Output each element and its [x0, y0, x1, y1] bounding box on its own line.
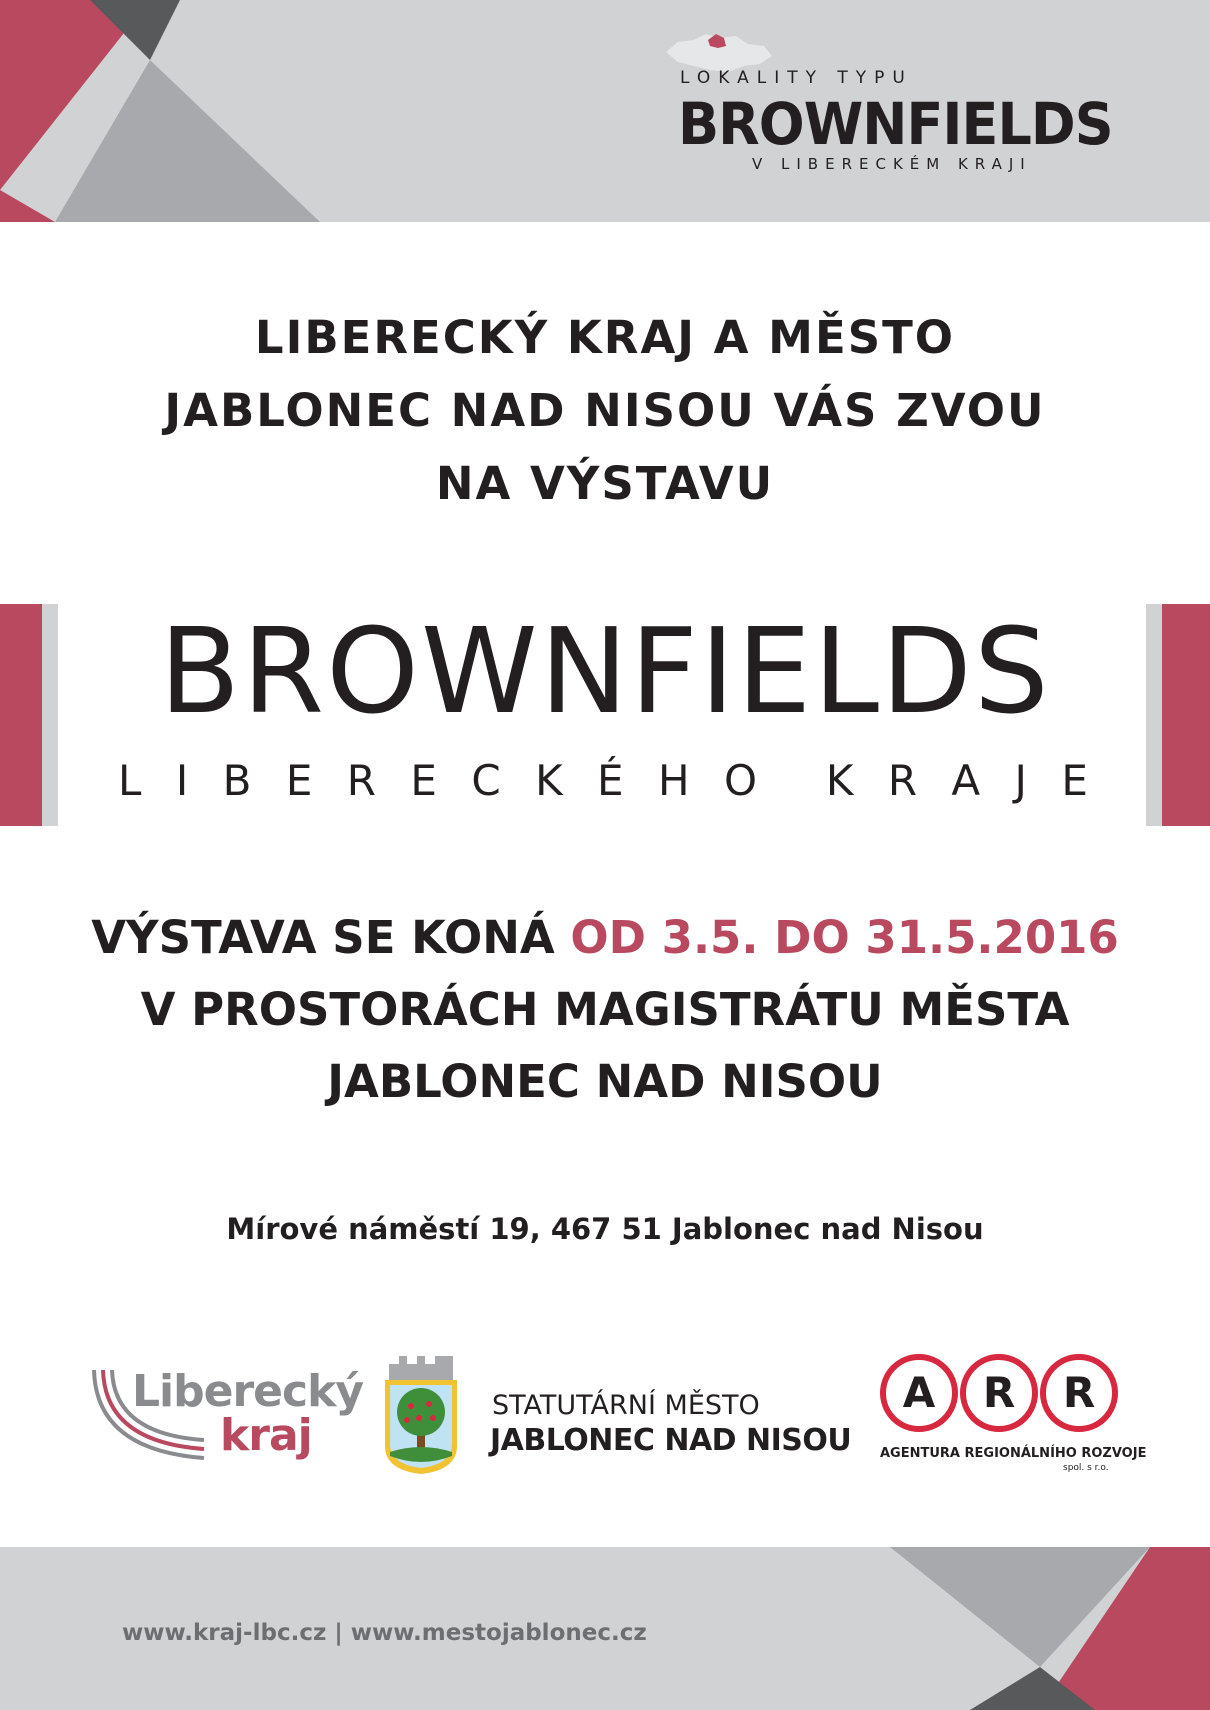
banner-letter: H	[657, 756, 690, 805]
banner-letter: É	[597, 756, 624, 805]
event-prefix: VÝSTAVA SE KONÁ	[91, 911, 555, 964]
banner-letter: J	[1014, 756, 1027, 805]
event-line-3: JABLONEC NAD NISOU	[327, 1055, 883, 1108]
event-line-2: V PROSTORÁCH MAGISTRÁTU MĚSTA	[140, 983, 1070, 1036]
arr-circle-a: A	[880, 1354, 958, 1432]
banner-letter: C	[471, 756, 501, 805]
address: Mírové náměstí 19, 467 51 Jablonec nad Nisou	[226, 1212, 984, 1246]
banner-letter: A	[951, 756, 981, 805]
event-line-1	[0, 911, 1210, 964]
header-triangles	[0, 0, 320, 222]
banner-letter: E	[410, 756, 437, 805]
liberecky-kraj-line1: Liberecký	[132, 1366, 364, 1417]
arr-circle-r2: R	[1040, 1354, 1118, 1432]
invite-line-1: LIBERECKÝ KRAJ A MĚSTO	[254, 311, 956, 364]
header-logo	[660, 30, 1113, 180]
arr-name: AGENTURA REGIONÁLNÍHO ROZVOJE	[880, 1446, 1147, 1461]
event-dates: OD 3.5. DO 31.5.2016	[570, 911, 1119, 964]
banner-letter: R	[346, 756, 376, 805]
arr-circle-r1: R	[960, 1354, 1038, 1432]
jablonec-crest-icon	[383, 1356, 459, 1474]
header-subtitle: V LIBERECKÉM KRAJI	[752, 155, 1032, 173]
banner-letter: I	[175, 756, 189, 805]
banner-letter: L	[118, 756, 142, 805]
footer-triangles	[890, 1547, 1210, 1710]
banner-letter: K	[825, 756, 854, 805]
banner-title: BROWNFIELDS	[159, 602, 1051, 740]
invite-line-3: NA VÝSTAVU	[435, 457, 775, 510]
jablonec-line1: STATUTÁRNÍ MĚSTO	[492, 1390, 760, 1421]
header-brand: BROWNFIELDS	[678, 90, 1113, 158]
arr-logo	[880, 1354, 1147, 1474]
banner-letter: E	[1061, 756, 1088, 805]
arr-suffix: spol. s r.o.	[1063, 1463, 1109, 1473]
banner-letter: E	[285, 756, 313, 805]
liberecky-kraj-line2: kraj	[220, 1410, 312, 1461]
jablonec-line2: JABLONEC NAD NISOU	[490, 1423, 852, 1458]
banner-letter: R	[887, 756, 917, 805]
invite-line-2: JABLONEC NAD NISOU VÁS ZVOU	[164, 384, 1046, 437]
liberecky-kraj-logo	[86, 1360, 364, 1465]
footer-links[interactable]: www.kraj-lbc.cz | www.mestojablonec.cz	[122, 1620, 647, 1646]
header-band	[0, 0, 1210, 222]
banner-letter: O	[723, 756, 758, 805]
banner-letter: K	[535, 756, 563, 805]
header-kicker: LOKALITY TYPU	[680, 68, 913, 88]
banner-subtitle	[118, 756, 1088, 805]
banner-letter: B	[222, 756, 252, 805]
